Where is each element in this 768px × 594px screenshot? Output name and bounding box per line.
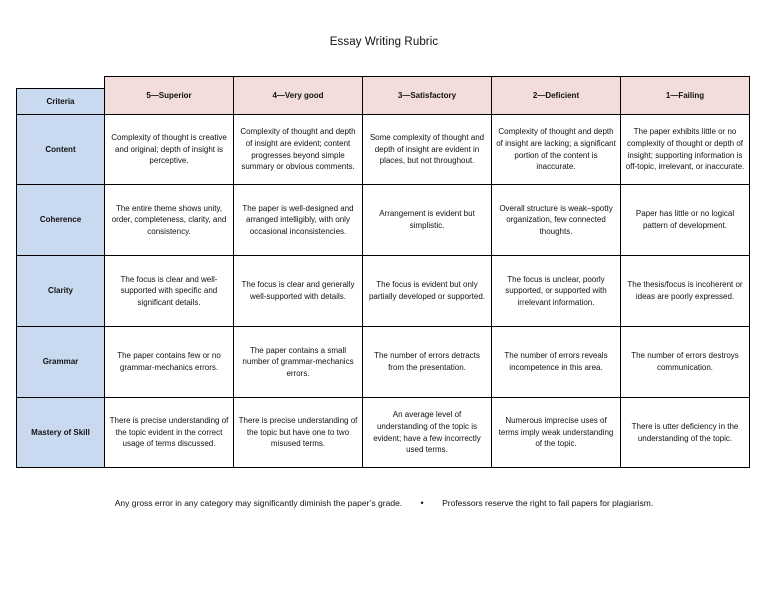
criterion-content: Content [17, 115, 105, 185]
table-row [17, 398, 750, 468]
rubric-cell: The paper exhibits little or no complexity of thought or depth of insight; supporting information is off-topic, irrelevant, or inaccurate. [621, 115, 750, 185]
rubric-cell: Paper has little or no logical pattern of development. [621, 185, 750, 256]
footer-note-grade: Any gross error in any category may significantly diminish the paper’s grade. [114, 498, 403, 508]
rubric-cell: Complexity of thought and depth of insight are evident; content progresses beyond simple summary or obvious comments. [234, 115, 363, 185]
rubric-cell: Overall structure is weak–spotty organization, few connected thoughts. [492, 185, 621, 256]
rubric-table [16, 76, 750, 468]
table-row [17, 115, 750, 185]
rubric-cell: There is precise understanding of the topic evident in the correct usage of terms discussed. [105, 398, 234, 468]
level-header-1: 1—Failing [621, 77, 750, 115]
rubric-cell: The focus is unclear, poorly supported, or supported with irrelevant information. [492, 256, 621, 327]
criteria-header: Criteria [17, 89, 105, 115]
bullet-icon: • [420, 498, 424, 508]
rubric-cell: The number of errors destroys communication. [621, 327, 750, 398]
rubric-cell: Arrangement is evident but simplistic. [363, 185, 492, 256]
document-title: Essay Writing Rubric [329, 36, 439, 48]
rubric-cell: An average level of understanding of the topic is evident; have a few incorrectly used terms. [363, 398, 492, 468]
rubric-cell: The thesis/focus is incoherent or ideas are poorly expressed. [621, 256, 750, 327]
level-header-5: 5—Superior [105, 77, 234, 115]
header-top-row [17, 77, 750, 89]
criterion-coherence: Coherence [17, 185, 105, 256]
table-row [17, 327, 750, 398]
rubric-cell: There is utter deficiency in the understanding of the topic. [621, 398, 750, 468]
table-row [17, 256, 750, 327]
criterion-grammar: Grammar [17, 327, 105, 398]
table-row [17, 185, 750, 256]
level-header-2: 2—Deficient [492, 77, 621, 115]
rubric-cell: The number of errors detracts from the presentation. [363, 327, 492, 398]
level-header-4: 4—Very good [234, 77, 363, 115]
level-header-3: 3—Satisfactory [363, 77, 492, 115]
rubric-cell: Complexity of thought and depth of insight are lacking; a significant portion of the content is inaccurate. [492, 115, 621, 185]
rubric-cell: Complexity of thought is creative and original; depth of insight is perceptive. [105, 115, 234, 185]
rubric-cell: The focus is evident but only partially developed or supported. [363, 256, 492, 327]
rubric-cell: The paper is well-designed and arranged intelligibly, with only occasional inconsistencies. [234, 185, 363, 256]
rubric-cell: The focus is clear and generally well-supported with details. [234, 256, 363, 327]
rubric-cell: The entire theme shows unity, order, completeness, clarity, and consistency. [105, 185, 234, 256]
footer-note-plagiarism: Professors reserve the right to fail papers for plagiarism. [442, 498, 654, 508]
rubric-cell: The paper contains few or no grammar-mechanics errors. [105, 327, 234, 398]
rubric-cell: There is precise understanding of the topic but have one to two misused terms. [234, 398, 363, 468]
rubric-cell: The number of errors reveals incompetence in this area. [492, 327, 621, 398]
criterion-clarity: Clarity [17, 256, 105, 327]
footer-notes [0, 498, 768, 508]
rubric-cell: The paper contains a small number of grammar-mechanics errors. [234, 327, 363, 398]
header-spacer [17, 77, 105, 89]
criterion-mastery-of-skill: Mastery of Skill [17, 398, 105, 468]
rubric-cell: Numerous imprecise uses of terms imply weak understanding of the topic. [492, 398, 621, 468]
rubric-cell: Some complexity of thought and depth of insight are evident in places, but not throughout. [363, 115, 492, 185]
rubric-cell: The focus is clear and well-supported with specific and significant details. [105, 256, 234, 327]
